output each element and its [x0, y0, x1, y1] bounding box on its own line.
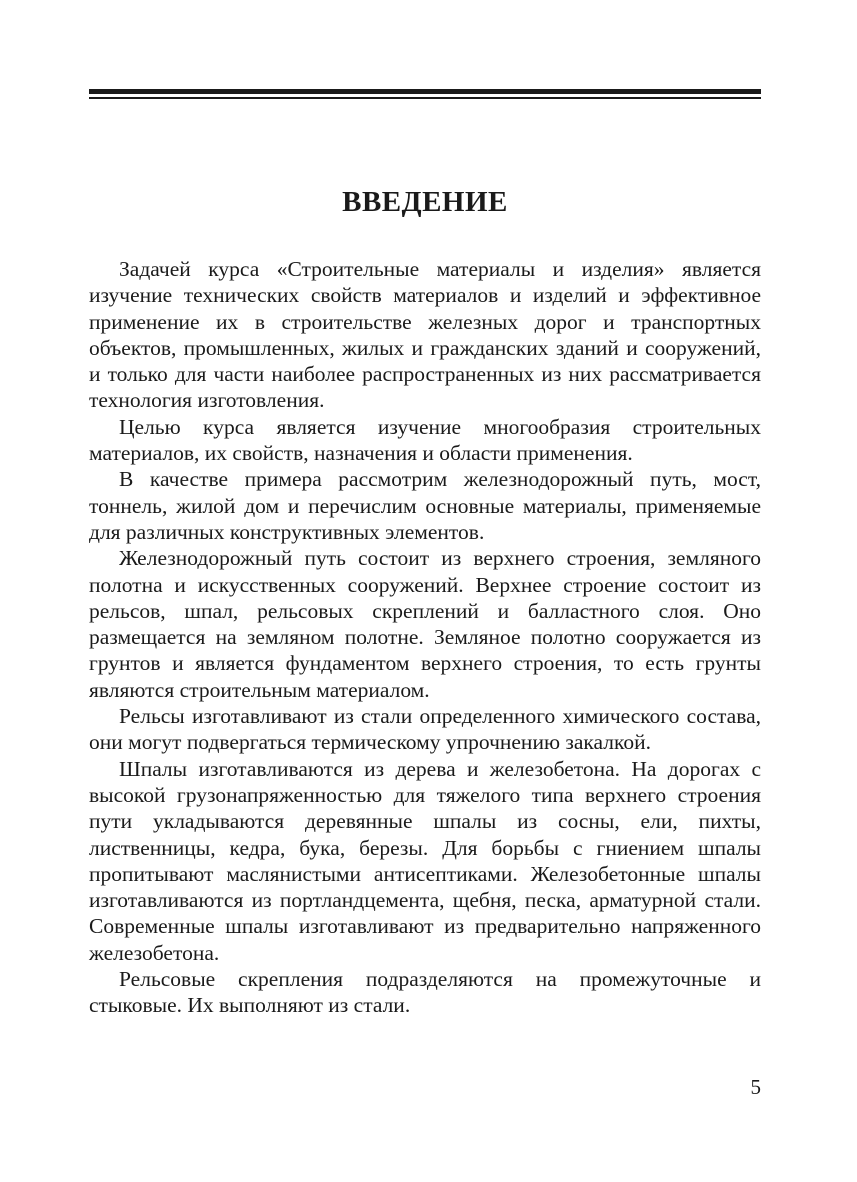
- paragraph-7: Рельсовые скрепления подразделяются на промежуточные и стыковые. Их выполняют из стали.: [89, 967, 761, 1018]
- paragraph-5: Рельсы изготавливают из стали определенного химического состава, они могут подвергаться термическому упрочнению закалкой.: [89, 704, 761, 755]
- page-title: ВВЕДЕНИЕ: [342, 186, 508, 218]
- header-rule-thin: [89, 97, 761, 99]
- paragraph-1: Задачей курса «Строительные материалы и изделия» является изучение технических свойств материалов и изделий и эффективное применение их в строительстве железных дорог и транспортных объектов, промышленных, жилых и гражданских зданий и сооружений, и только для части наиболее распространенных из них рассматривается технология изготовления.: [89, 257, 761, 413]
- paragraph-2: Целью курса является изучение многообразия строительных материалов, их свойств, назначения и области применения.: [89, 414, 761, 466]
- header-rule-thick: [89, 89, 761, 94]
- paragraph-4: Железнодорожный путь состоит из верхнего строения, земляного полотна и искусственных сооружений. Верхнее строение состоит из рельсов, шпал, рельсовых скреплений и балластного слоя. Оно размещается на земляном полотне. Земляное полотно сооружается из грунтов и является фундаментом верхнего строения, то есть грунты являются строительным материалом.: [89, 546, 761, 702]
- paragraph-3: В качестве примера рассмотрим железнодорожный путь, мост, тоннель, жилой дом и перечислим основные материалы, применяемые для различных конструктивных элементов.: [89, 467, 761, 544]
- body-text: [89, 256, 761, 1019]
- page-number: 5: [750, 1075, 761, 1099]
- paragraph-6: Шпалы изготавливаются из дерева и железобетона. На дорогах с высокой грузонапряженностью для тяжелого типа верхнего строения пути укладываются деревянные шпалы из сосны, ели, пихты, лиственницы, кедра, бука, березы. Для борьбы с гниением шпалы пропитывают маслянистыми антисептиками. Железобетонные шпалы изготавливаются из портландцемента, щебня, песка, арматурной стали. Современные шпалы изготавливают из предварительно напряженного железобетона.: [89, 756, 761, 965]
